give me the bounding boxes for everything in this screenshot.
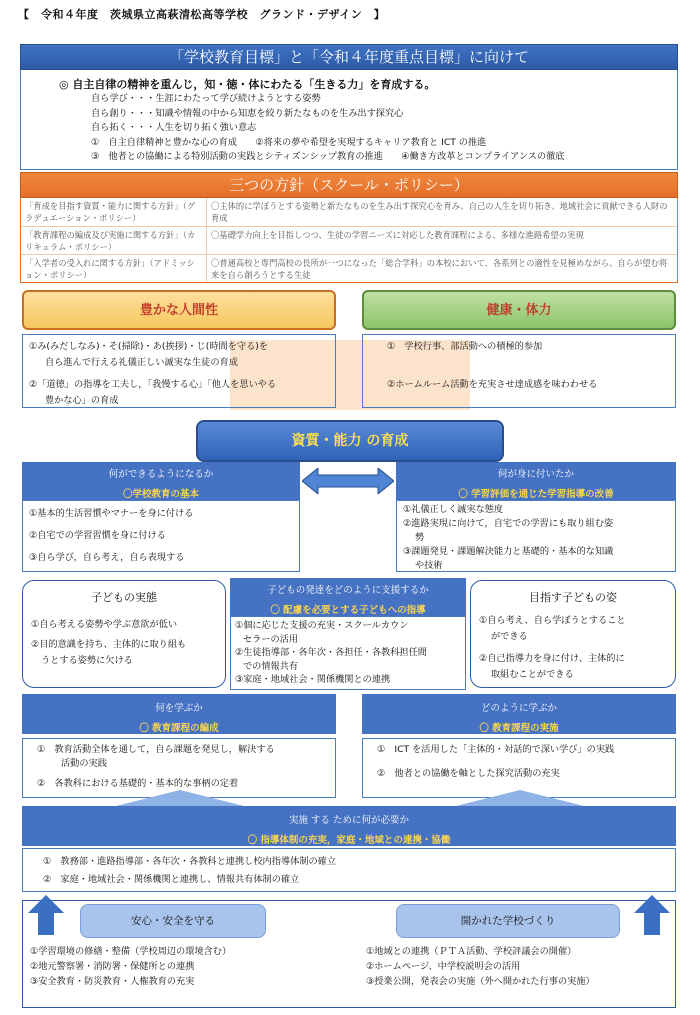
open-school-list: [366, 944, 672, 989]
can-do-header: [22, 462, 300, 500]
list-item: ①学習環境の修繕・整備（学校周辺の環境含む）: [30, 946, 232, 957]
list-item: ① 教育活動全体を通して，自ら課題を発見し，解決する: [37, 744, 275, 755]
list-item: や技術: [415, 560, 443, 571]
list-item: ①自ら考え、自ら学ぼうとすること: [479, 615, 626, 626]
list-item: セラーの活用: [243, 633, 299, 645]
list-item: ①個に応じた支援の充実・スクールカウン: [235, 620, 409, 631]
acquired-title: 何が身に付いたか: [497, 469, 574, 480]
goal-line: 自ら創り・・・知識や情報の中から知恵を絞り新たなものを生み出す探究心: [91, 107, 404, 119]
list-item: 取組むことができる: [491, 669, 574, 680]
goal-line: ③ 他者との協働による特別活動の実践とシティズンシップ教育の推進 ④働き方改革とコンプライアンスの徹底: [91, 151, 565, 162]
kids-now-box: [22, 580, 226, 688]
how-learn-header: [362, 694, 676, 734]
list-item: ①礼儀正しく誠実な態度: [403, 504, 504, 515]
safety-list: [30, 944, 340, 989]
list-item: 勢: [415, 532, 425, 543]
list-item: ②自己指導力を身に付け、主体的に: [479, 653, 625, 664]
health-header: 健康・体力: [362, 290, 676, 330]
page-title: 【 令和４年度 茨城県立高萩清松高等学校 グランド・デザイン 】: [18, 8, 386, 21]
kids-goal-title: 目指す子どもの姿: [529, 591, 617, 604]
list-item: ② 他者との協働を軸とした探究活動の充実: [377, 768, 560, 779]
support-subtitle: 〇 配慮を必要とする子どもへの指導: [270, 605, 426, 616]
needs-subtitle: 〇 指導体制の充実，家庭・地域との連携・協働: [247, 835, 451, 846]
how-learn-title: どのように学ぶか: [480, 703, 557, 714]
what-learn-title: 何を学ぶか: [155, 703, 203, 714]
list-item: ②ホームルーム活動を充実させ達成感を味わわせる: [387, 379, 598, 390]
kids-goal-box: [470, 580, 676, 688]
open-school-header: 開かれた学校づくり: [396, 904, 620, 938]
double-arrow-icon: [302, 468, 394, 494]
support-header: [230, 578, 466, 616]
list-item: ②「道徳」の指導を工夫し，「我慢する心」「他人を思いやる: [29, 379, 277, 390]
list-item: 活動の実践: [61, 758, 107, 769]
up-arrow-icon: [28, 895, 64, 935]
rich-humanity-box: [22, 334, 336, 408]
policy-name: 「教育課程の編成及び実施に関する方針」（カリキュラム・ポリシー）: [21, 227, 207, 254]
goals-banner: 「学校教育目標」と「令和４年度重点目標」に向けて: [20, 44, 678, 70]
competency-title: 資質・能力 の育成: [196, 420, 504, 462]
policy-text: 〇主体的に学ぼうとする姿勢と新たなものを生み出す探究心を育み、自己の人生を切り拓き、地域社会に貢献できる人財の育成: [211, 201, 668, 223]
list-item: ②進路実現に向けて，自宅での学習にも取り組む姿: [403, 518, 614, 529]
how-learn-box: [362, 738, 676, 798]
can-do-title: 何ができるようになるか: [108, 469, 214, 480]
acquired-box: [396, 500, 676, 572]
up-arrow-icon: [634, 895, 670, 935]
list-item: ① ICT を活用した「主体的・対話的で深い学び」の実践: [377, 744, 615, 755]
list-item: ①自ら考える姿勢や学ぶ意欲が低い: [31, 619, 178, 630]
what-learn-subtitle: 〇 教育課程の編成: [139, 723, 219, 734]
list-item: ①地域との連携（ＰＴＡ活動、学校評議会の開催）: [366, 946, 577, 957]
list-item: ① 教務部・進路指導部・各年次・各教科と連携し校内指導体制の確立: [43, 856, 337, 867]
list-item: ②生徒指導部・各年次・各担任・各教科担任間: [235, 647, 427, 658]
list-item: 豊かな心」の育成: [45, 395, 119, 406]
needs-title: 実施 する ために何が必要か: [288, 815, 410, 826]
list-item: ②自宅での学習習慣を身に付ける: [29, 530, 166, 541]
list-item: ③課題発見・課題解決能力と基礎的・基本的な知識: [403, 546, 614, 557]
policy-table: [20, 198, 678, 283]
how-learn-subtitle: 〇 教育課程の実施: [479, 723, 559, 734]
health-box: [362, 334, 676, 408]
goals-box: [20, 70, 678, 170]
list-item: ①み(みだしなみ)・そ(掃除)・あ(挨拶)・じ(時間を守る)を: [29, 341, 269, 352]
safety-header: 安心・安全を守る: [80, 904, 266, 938]
list-item: ③授業公開，発表会の実施（外へ開かれた行事の実施）: [366, 976, 595, 987]
list-item: での情報共有: [243, 660, 299, 672]
kids-now-title: 子どもの実態: [91, 591, 157, 604]
goal-line: 自ら拓く・・・人生を切り拓く強い意志: [91, 122, 257, 133]
acquired-header: [396, 462, 676, 500]
list-item: ②地元警察署・消防署・保健所との連携: [30, 961, 195, 972]
list-item: ②目的意識を持ち、主体的に取り組も: [31, 639, 187, 650]
goals-lead: ◎ 自主自律の精神を重んじ，知・徳・体にわたる「生きる力」を育成する。: [59, 78, 436, 91]
what-learn-header: [22, 694, 336, 734]
goal-line: ① 自主自律精神と豊かな心の育成 ②将来の夢や希望を実現するキャリア教育と ICT の推進: [91, 136, 487, 148]
acquired-subtitle: 〇 学習評価を通じた学習指導の改善: [458, 489, 614, 500]
can-do-box: [22, 500, 300, 572]
needs-box: [22, 848, 676, 892]
list-item: 自ら進んで行える礼儀正しい誠実な生徒の育成: [45, 357, 238, 368]
rich-humanity-header: 豊かな人間性: [22, 290, 336, 330]
support-title: 子どもの発達をどのように支援するか: [267, 585, 429, 596]
policy-banner: 三つの方針（スクール・ポリシー）: [20, 172, 678, 198]
list-item: ① 学校行事、部活動への積極的参加: [387, 341, 543, 352]
list-item: ②ホームページ、中学校説明会の活用: [366, 961, 521, 972]
list-item: ② 家庭・地域社会・関係機関と連携し、情報共有体制の確立: [43, 874, 300, 885]
policy-text: 〇基礎学力向上を目指しつつ、生徒の学習ニーズに対応した教育課程による、多様な進路希望の実現: [211, 230, 584, 240]
policy-name: 「育成を目指す資質・能力に関する方針」（グラデュエーション・ポリシー）: [21, 198, 207, 226]
what-learn-box: [22, 738, 336, 798]
policy-row: [21, 254, 677, 282]
policy-row: [21, 226, 677, 254]
list-item: ③家庭・地域社会・関係機関との連携: [235, 674, 391, 685]
policy-row: [21, 198, 677, 226]
policy-text: 〇普通高校と専門高校の長所が一つになった「総合学科」の本校において、各系列との適性を見極めながら、自らが望む将来を自ら創ろうとする生徒: [211, 258, 668, 280]
list-item: ② 各教科における基礎的・基本的な事柄の定着: [37, 778, 239, 789]
list-item: ができる: [491, 631, 528, 642]
list-item: ③自ら学び，自ら考え，自ら表現する: [29, 552, 185, 563]
list-item: うとする姿勢に欠ける: [41, 655, 133, 666]
can-do-subtitle: 〇学校教育の基本: [122, 489, 199, 500]
support-box: [230, 616, 466, 690]
goal-line: 自ら学び・・・生涯にわたって学び続けようとする姿勢: [91, 93, 321, 104]
list-item: ①基本的生活習慣やマナーを身に付ける: [29, 508, 194, 519]
policy-name: 「入学者の受入れに関する方針」（アドミッション・ポリシー）: [21, 255, 207, 282]
list-item: ③安全教育・防災教育・人権教育の充実: [30, 976, 195, 987]
needs-header: [22, 806, 676, 846]
